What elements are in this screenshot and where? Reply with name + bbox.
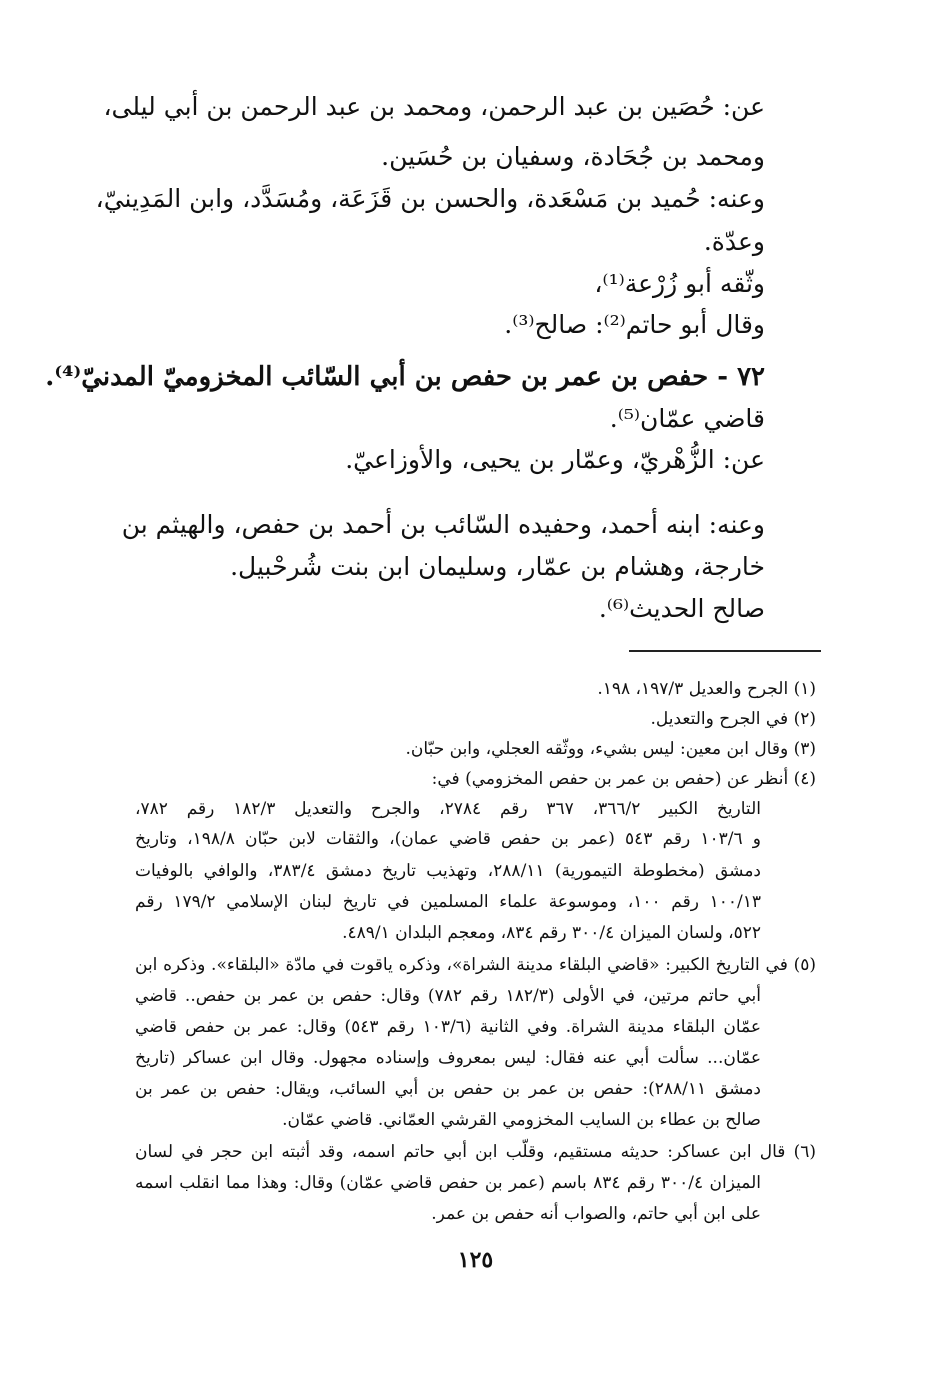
text-line: وثّقه أبو زُرْعة⁽¹⁾،	[594, 269, 765, 298]
footnote-line: (٦) قال ابن عساكر: حديثه مستقيم، وقلّب ابن أبي حاتم اسمه، وقد أثبته ابن حجر في لسان	[135, 1142, 816, 1162]
footnote-line: دمشق ٢٨٨/١١): حفص بن عمر بن حفص بن أبي السائب، ويقال: حفص بن عمر بن	[135, 1079, 762, 1099]
text-line: وعدّة.	[703, 227, 765, 256]
footnote-line: ١٠٠/١٣ رقم ١٠٠، وموسوعة علماء المسلمين في تاريخ لبنان الإسلامي ١٧٩/٢ رقم	[135, 892, 761, 912]
footnote-separator	[629, 650, 821, 652]
footnote-line: (٤) أنظر عن (حفص بن عمر بن حفص المخزومي) في:	[431, 769, 816, 789]
text-line: وعنه: ابنه أحمد، وحفيده السّائب بن أحمد بن حفص، والهيثم بن	[121, 510, 765, 539]
text-line: وقال أبو حاتم⁽²⁾: صالح⁽³⁾.	[504, 310, 765, 339]
footnote-line: (١) الجرح والعديل ١٩٧/٣، ١٩٨.	[597, 679, 816, 699]
footnote-line: الميزان ٣٠٠/٤ رقم ٨٣٤ باسم (عمر بن حفص قاضي عمّان) وقال: وهذا مما انقلب اسمه	[135, 1173, 761, 1193]
footnote-line: (٢) في الجرح والتعديل.	[650, 709, 816, 729]
footnote-line: أبي حاتم مرتين، في الأولى (١٨٢/٣ رقم ٧٨٢) وقال: حفص بن عمر بن حفص.. قاضي	[135, 986, 761, 1006]
footnote-line: التاريخ الكبير ٣٦٦/٢، ٣٦٧ رقم ٢٧٨٤، والجرح والتعديل ١٨٢/٣ رقم ٧٨٢،	[135, 799, 761, 819]
entry-heading: ٧٢ - حفص بن عمر بن حفص بن أبي السّائب المخزوميّ المدنيّ⁽⁴⁾.	[45, 362, 765, 392]
page-number: ١٢٥	[457, 1247, 494, 1273]
text-line: صالح الحديث⁽⁶⁾.	[598, 594, 765, 623]
text-line: وعنه: حُميد بن مَسْعَدة، والحسن بن قَزَعَة، ومُسَدَّد، وابن المَدِينيّ،	[95, 184, 765, 213]
text-line: عن: الزُّهْريّ، وعمّار بن يحيى، والأوزاعيّ.	[345, 445, 765, 474]
footnote-line: و ١٠٣/٦ رقم ٥٤٣ (عمر بن حفص قاضي عمان)، والثقات لابن حبّان ١٩٨/٨، وتاريخ	[135, 829, 761, 849]
footnote-line: ٥٢٢، ولسان الميزان ٣٠٠/٤ رقم ٨٣٤، ومعجم البلدان ٤٨٩/١.	[342, 923, 761, 943]
footnote-line: صالح بن عطاء بن السايب المخزومي القرشي العمّاني. قاضي عمّان.	[282, 1110, 761, 1130]
text-line: ومحمد بن جُحَادة، وسفيان بن حُسَين.	[381, 142, 765, 171]
footnote-line: (٥) في التاريخ الكبير: «قاضي البلقاء مدينة الشراة»، وذكره ياقوت في مادّة «البلقاء». وذكره ابن	[135, 955, 816, 975]
footnote-line: (٣) وقال ابن معين: ليس بشيء، ووثّقه العجلي، وابن حبّان.	[405, 739, 816, 759]
footnote-line: دمشق (مخطوطة التيمورية) ٢٨٨/١١، وتهذيب تاريخ دمشق ٣٨٣/٤، والوافي بالوفيات	[135, 861, 761, 881]
footnote-line: عمّان البلقاء مدينة الشراة. وفي الثانية (١٠٣/٦ رقم ٥٤٣) وقال: عمر بن حفص قاضي	[135, 1017, 761, 1037]
text-line: عن: حُصَين بن عبد الرحمن، ومحمد بن عبد الرحمن بن أبي ليلى،	[103, 92, 765, 121]
footnote-line: عمّان... سألت أبي عنه فقال: ليس بمعروف وإسناده مجهول. وقال ابن عساكر (تاريخ	[135, 1048, 761, 1068]
footnote-line: على ابن أبي حاتم، والصواب أنه حفص بن عمر.	[431, 1204, 761, 1224]
text-line: خارجة، وهشام بن عمّار، وسليمان ابن بنت شُرحْبيل.	[230, 552, 765, 581]
text-line: قاضي عمّان⁽⁵⁾.	[609, 404, 765, 433]
